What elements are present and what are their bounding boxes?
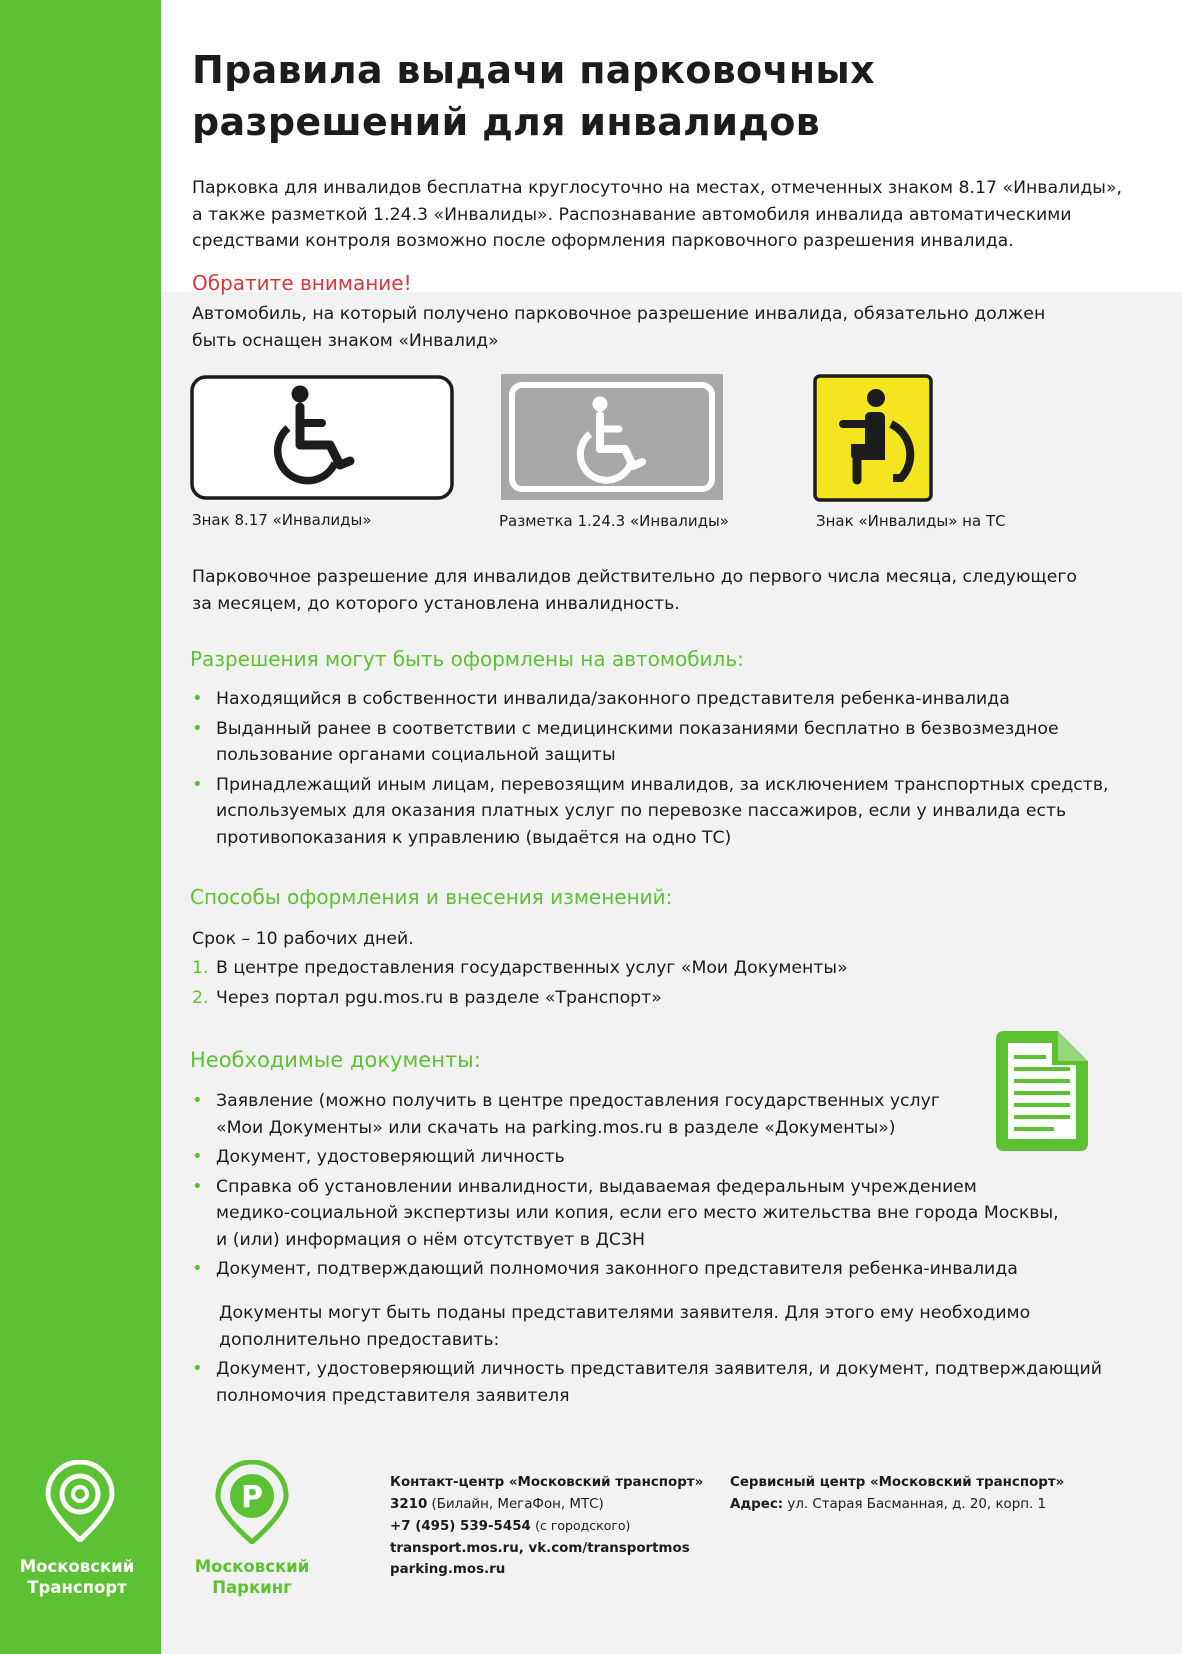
service-center-block: Сервисный центр «Московский транспорт» Адрес: ул. Старая Басманная, д. 20, корп. 1 [730, 1475, 1065, 1512]
contact-sites-link[interactable]: transport.mos.ru, vk.com/transportmos [390, 1540, 690, 1556]
list-item: 1. В центре предоставления государственных услуг «Мои Документы» [192, 958, 848, 978]
sign1-caption: Знак 8.17 «Инвалиды» [192, 511, 372, 529]
moscow-transport-logo-icon [40, 1460, 120, 1542]
moscow-transport-logo-text: Московский Транспорт [19, 1557, 135, 1597]
validity-paragraph: Парковочное разрешение для инвалидов действительно до первого числа месяца, следующего за месяцем, до которого установлена инвалидность. [192, 567, 1077, 614]
list-item: • Документ, удостоверяющий личность [192, 1144, 1059, 1171]
list-item: • Справка об установлении инвалидности, выдаваемая федеральным учреждением медико-социальной экспертизы или копия, если его место жительства вне города Москвы, и (или) информация о нём отсутствует в ДСЗН [192, 1174, 1059, 1254]
attention-label: Обратите внимание! [192, 271, 412, 295]
methods-list [192, 953, 848, 1013]
moscow-parking-logo-icon [212, 1460, 292, 1544]
methods-term: Срок – 10 рабочих дней. [192, 929, 414, 949]
list-item: • Документ, удостоверяющий личность представителя заявителя, и документ, подтверждающий полномочия представителя заявителя [192, 1356, 1102, 1409]
marking-1-24-3-icon [501, 374, 723, 500]
documents-heading: Необходимые документы: [190, 1048, 481, 1072]
parking-logo-letter: P [241, 1480, 263, 1515]
list-item: • Принадлежащий иным лицам, перевозящим инвалидов, за исключением транспортных средств, используемых для оказания платных услуг по перевозке пассажиров, если у инвалида есть противопоказания к управлению (выдаётся на одно ТС) [192, 772, 1109, 852]
green-sidebar [0, 0, 161, 1654]
list-item: 2. Через портал pgu.mos.ru в разделе «Транспорт» [192, 988, 662, 1008]
contact-center-block: Контакт-центр «Московский транспорт» 3210 (Билайн, МегаФон, МТС) +7 (495) 539-5454 (с городского) transport.mos.ru, vk.com/transportmos parking.mos.ru [390, 1475, 704, 1577]
representative-note: Документы могут быть поданы представителями заявителя. Для этого ему необходимо дополнительно предоставить: [219, 1303, 1031, 1350]
representative-list [192, 1356, 1102, 1412]
moscow-parking-logo-text: Московский Паркинг [194, 1557, 310, 1597]
permits-heading: Разрешения могут быть оформлены на автомобиль: [190, 647, 744, 671]
attention-text: Автомобиль, на который получено парковочное разрешение инвалида, обязательно должен быть оснащен знаком «Инвалид» [192, 304, 1046, 351]
permits-list [192, 686, 1109, 854]
list-item: • Документ, подтверждающий полномочия законного представителя ребенка-инвалида [192, 1256, 1059, 1283]
vehicle-disabled-sign-icon [813, 374, 933, 502]
sign-8-17-icon [190, 375, 454, 500]
list-item: • Заявление (можно получить в центре предоставления государственных услуг «Мои Документы» или скачать на parking.mos.ru в разделе «Документы») [192, 1088, 1059, 1141]
sign3-caption: Знак «Инвалиды» на ТС [816, 512, 1006, 530]
parking-site-link[interactable]: parking.mos.ru [390, 1562, 506, 1577]
documents-list [192, 1088, 1059, 1286]
list-item: • Выданный ранее в соответствии с медицинскими показаниями бесплатно в безвозмездное пользование органами социальной защиты [192, 716, 1109, 769]
page-title: Правила выдачи парковочных разрешений для инвалидов [192, 48, 875, 144]
methods-heading: Способы оформления и внесения изменений: [190, 885, 673, 909]
list-item: • Находящийся в собственности инвалида/законного представителя ребенка-инвалида [192, 686, 1109, 713]
intro-paragraph: Парковка для инвалидов бесплатна круглосуточно на местах, отмеченных знаком 8.17 «Инвалиды», а также разметкой 1.24.3 «Инвалиды». Распознавание автомобиля инвалида автоматическими средствами контроля возможно после оформления парковочного разрешения инвалида. [192, 178, 1123, 251]
sign2-caption: Разметка 1.24.3 «Инвалиды» [499, 512, 729, 530]
